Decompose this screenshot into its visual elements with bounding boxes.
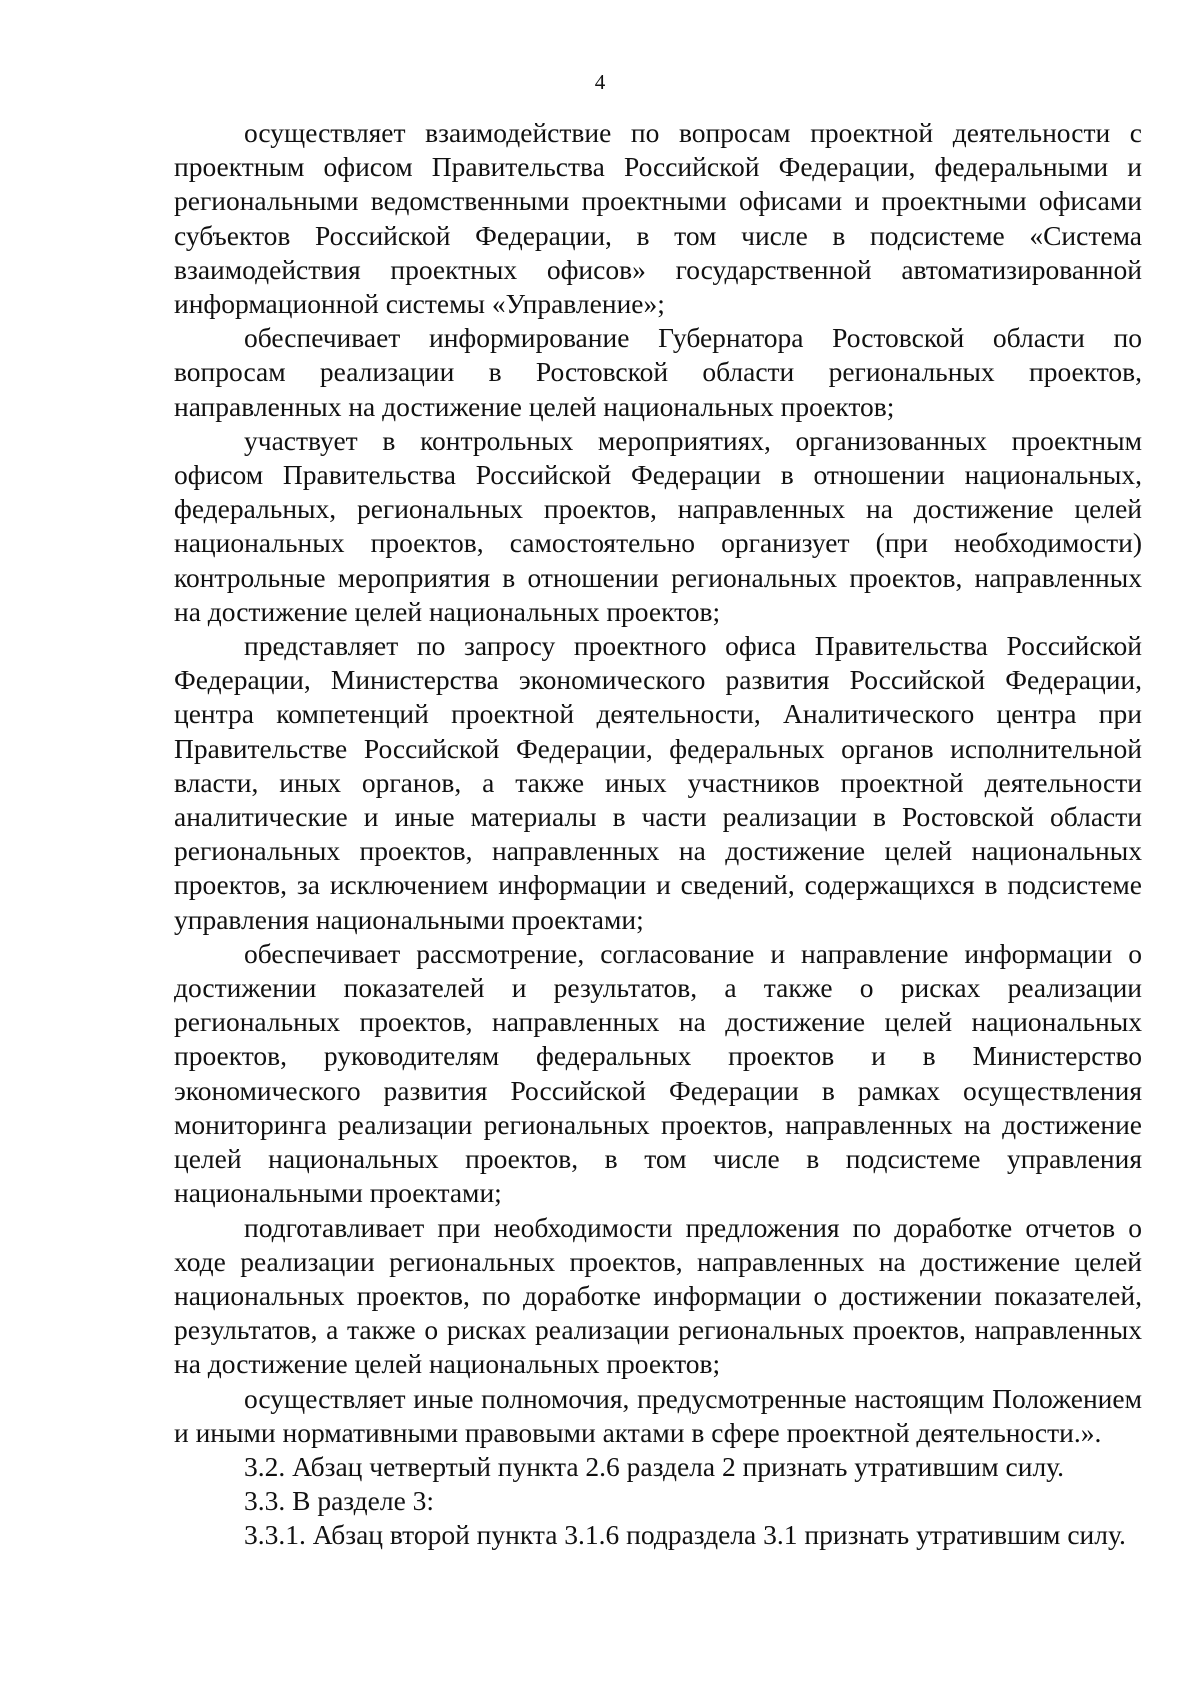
paragraph-indicators-review: обеспечивает рассмотрение, согласование и направление информации о достижении показателей и результатов, а также о рисках реализации региональных проектов, направленных на достижение целей национальных проектов, руководителям федеральных проектов и в Министерство экономического развития Российской Федерации в рамках осуществления мониторинга реализации региональных проектов, направленных на достижение целей национальных проектов, в том числе в подсистеме управления национальными проектами; [174, 937, 1142, 1209]
paragraph-other-powers: осуществляет иные полномочия, предусмотренные настоящим Положением и иными нормативными правовыми актами в сфере проектной деятельности.». [174, 1382, 1142, 1448]
page-number: 4 [594, 70, 606, 94]
paragraph-clause-3-3: 3.3. В разделе 3: [244, 1485, 435, 1517]
paragraph-project-office-interaction: осуществляет взаимодействие по вопросам проектной деятельности с проектным офисом Правительства Российской Федерации, федеральными и региональными ведомственными проектными офисами и проектными офисами субъектов Российской Федерации, в том числе в подсистеме «Система взаимодействия проектных офисов» государственной автоматизированной информационной системы «Управление»; [174, 117, 1142, 320]
paragraph-report-proposals: подготавливает при необходимости предложения по доработке отчетов о ходе реализации региональных проектов, направленных на достижение целей национальных проектов, по доработке информации о достижении показателей, результатов, а также о рисках реализации региональных проектов, направленных на достижение целей национальных проектов; [174, 1211, 1142, 1380]
paragraph-governor-informing: обеспечивает информирование Губернатора Ростовской области по вопросам реализации в Ростовской области региональных проектов, направленных на достижение целей национальных проектов; [174, 322, 1142, 422]
paragraph-materials-on-request: представляет по запросу проектного офиса Правительства Российской Федерации, Министерства экономического развития Российской Федерации, центра компетенций проектной деятельности, Аналитического центра при Правительстве Российской Федерации, федеральных органов исполнительной власти, иных органов, а также иных участников проектной деятельности аналитические и иные материалы в части реализации в Ростовской области региональных проектов, направленных на достижение целей национальных проектов, за исключением информации и сведений, содержащихся в подсистеме управления национальными проектами; [174, 630, 1142, 935]
paragraph-control-activities: участвует в контрольных мероприятиях, организованных проектным офисом Правительства Российской Федерации в отношении национальных, федеральных, региональных проектов, направленных на достижение целей национальных проектов, самостоятельно организует (при необходимости) контрольные мероприятия в отношении региональных проектов, направленных на достижение целей национальных проектов; [174, 424, 1142, 627]
document-body [174, 116, 1142, 1553]
paragraph-clause-3-3-1: 3.3.1. Абзац второй пункта 3.1.6 подраздела 3.1 признать утратившим силу. [244, 1519, 1126, 1551]
paragraph-clause-3-2: 3.2. Абзац четвертый пункта 2.6 раздела 2 признать утратившим силу. [244, 1450, 1065, 1482]
